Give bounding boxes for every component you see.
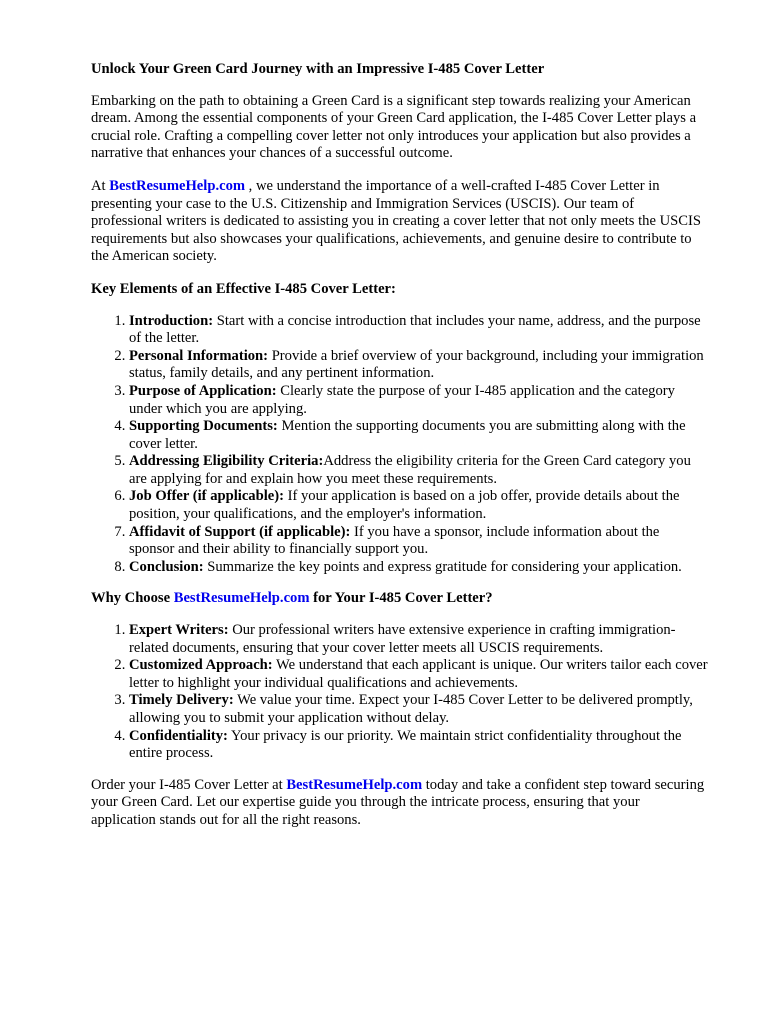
closing-text: today and take a confident step toward securing your Green Card. Let our expertise guide you through the intricate process, ensuring that your application stands out for all the right reasons. [91, 776, 705, 828]
list-item [129, 313, 708, 348]
why-choose-heading [91, 590, 708, 608]
list-item-desc: We value your time. Expect your I-485 Cover Letter to be delivered promptly, allowing you to submit your application without delay. [129, 692, 693, 726]
list-item-desc: If your application is based on a job offer, provide details about the position, your qualifications, and the employer's information. [129, 488, 680, 523]
list-item [129, 383, 708, 418]
list-item-desc: We understand that each applicant is unique. Our writers tailor each cover letter to highlight your individual qualifications and achievements. [129, 657, 708, 691]
list-item-term: Conclusion: [129, 558, 204, 575]
about-text: , we understand the importance of a well-crafted I-485 Cover Letter in presenting your case to the U.S. Citizenship and Immigration Services (USCIS). Our team of professional writers is dedicated to assisting you in creating a cover letter that not only meets the USCIS requirements but also showcases your qualifications, achievements, and genuine desire to contribute to the American society. [91, 177, 701, 265]
about-prefix: At [91, 177, 110, 194]
list-item-term: Confidentiality: [129, 727, 228, 744]
list-item-desc: Our professional writers have extensive experience in crafting immigration-related documents, ensuring that your cover letter meets all USCIS requirements. [129, 622, 676, 656]
why-choose-suffix: for Your I-485 Cover Letter? [309, 590, 493, 607]
list-item-term: Expert Writers: [129, 622, 229, 639]
list-item [129, 348, 708, 383]
about-paragraph [91, 178, 708, 266]
list-item-desc: Address the eligibility criteria for the Green Card category you are applying for and explain how you meet these requirements. [129, 453, 691, 487]
list-item-term: Purpose of Application: [129, 382, 277, 399]
key-elements-heading: Key Elements of an Effective I-485 Cover Letter: [91, 280, 396, 297]
list-item-term: Timely Delivery: [129, 692, 234, 709]
key-elements-list [91, 313, 708, 577]
closing-prefix: Order your I-485 Cover Letter at [91, 776, 287, 793]
list-item [129, 559, 708, 577]
list-item-desc: Start with a concise introduction that includes your name, address, and the purpose of the letter. [129, 312, 701, 347]
list-item-desc: Provide a brief overview of your background, including your immigration status, family details, and any pertinent information. [129, 347, 704, 382]
list-item [129, 418, 708, 453]
why-choose-site-link[interactable]: BestResumeHelp.com [173, 590, 310, 607]
list-item [129, 657, 708, 692]
list-item [129, 524, 708, 559]
list-item-term: Personal Information: [129, 347, 269, 364]
list-item-desc: Mention the supporting documents you are submitting along with the cover letter. [129, 418, 686, 452]
list-item [129, 453, 708, 488]
list-item [129, 622, 708, 657]
why-choose-list [91, 622, 708, 763]
list-item [129, 692, 708, 727]
why-choose-prefix: Why Choose [91, 590, 174, 607]
list-item-desc: If you have a sponsor, include information about the sponsor and their ability to financially support you. [129, 523, 660, 558]
closing-site-link[interactable]: BestResumeHelp.com [286, 776, 423, 793]
list-item-desc: Summarize the key points and express gratitude for considering your application. [203, 558, 682, 575]
list-item-term: Supporting Documents: [129, 418, 278, 435]
list-item-term: Affidavit of Support (if applicable): [129, 523, 351, 540]
list-item-term: Customized Approach: [129, 657, 273, 674]
list-item-desc: Clearly state the purpose of your I-485 application and the category under which you are applying. [129, 382, 675, 417]
intro-paragraph: Embarking on the path to obtaining a Green Card is a significant step towards realizing your American dream. Among the essential components of your Green Card application, the I-485 Cover Letter plays a crucial role. Crafting a compelling cover letter not only introduces your application but also provides a narrative that enhances your chances of a successful outcome. [91, 92, 697, 162]
list-item-term: Addressing Eligibility Criteria: [129, 453, 324, 470]
page-title: Unlock Your Green Card Journey with an Impressive I-485 Cover Letter [91, 61, 545, 77]
list-item-term: Job Offer (if applicable): [129, 488, 284, 505]
list-item-desc: Your privacy is our priority. We maintain strict confidentiality throughout the entire process. [129, 727, 682, 762]
closing-paragraph [91, 777, 708, 830]
about-site-link[interactable]: BestResumeHelp.com [109, 177, 246, 194]
list-item [129, 728, 708, 763]
list-item-term: Introduction: [129, 312, 214, 329]
list-item [129, 488, 708, 523]
